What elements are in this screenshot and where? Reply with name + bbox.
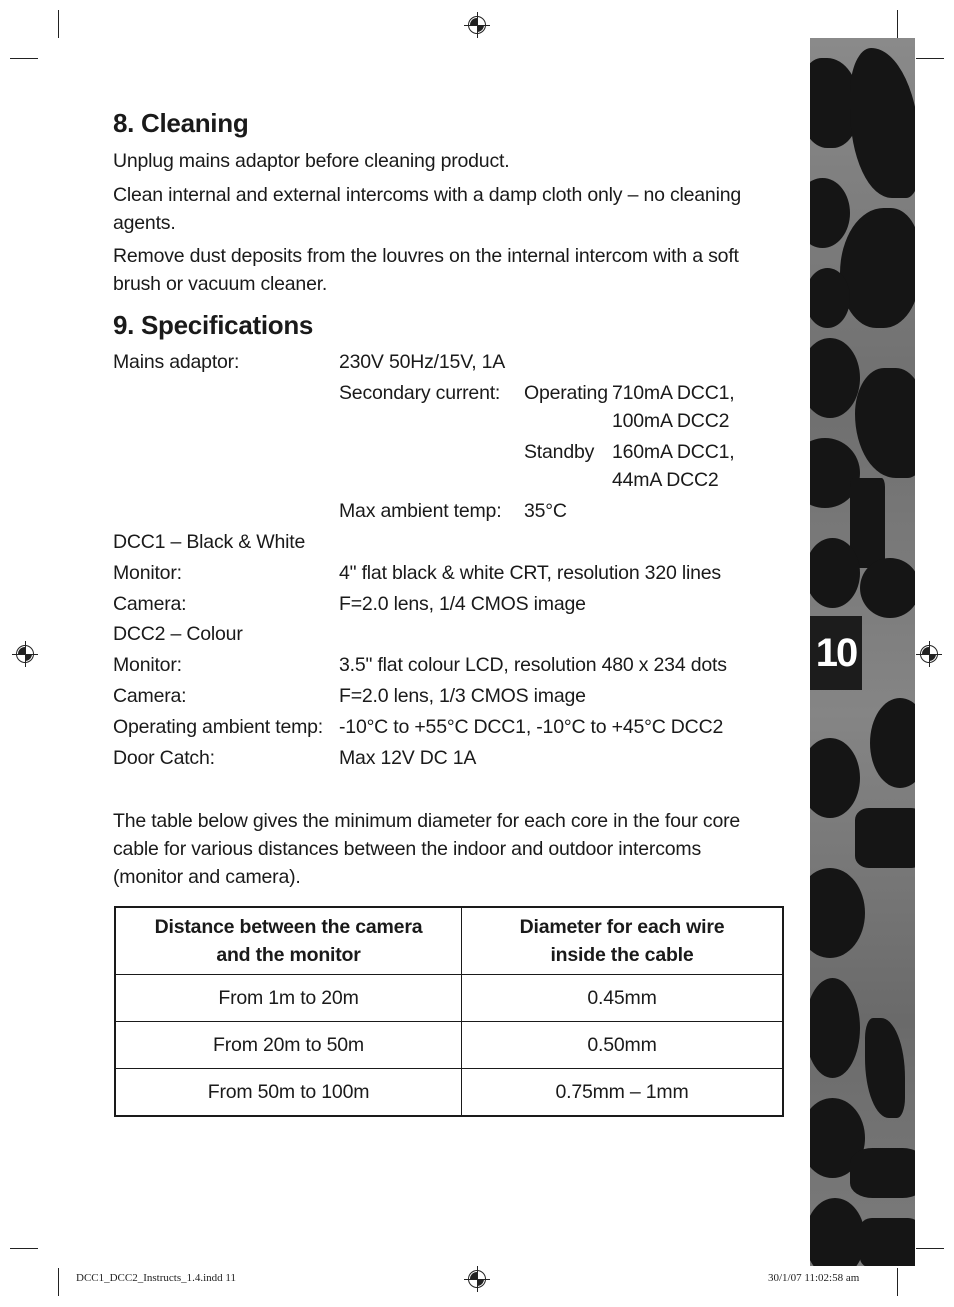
spec-label-dcc2-monitor: Monitor: [113,654,182,676]
table-cell-diameter: 0.50mm [462,1022,784,1069]
cable-diameter-table [114,906,784,1117]
decorative-shape [810,978,860,1078]
spec-value-dcc2-monitor: 3.5" flat colour LCD, resolution 480 x 234 dots [339,654,727,676]
table-header-diameter [462,907,784,975]
cleaning-paragraph: Remove dust deposits from the louvres on the internal intercom with a soft brush or vacuum cleaner. [113,245,739,295]
table-row [115,1069,783,1117]
registration-mark-icon [920,645,938,663]
table-header-row [115,907,783,975]
specifications-heading: 9. Specifications [113,310,314,340]
crop-mark [897,10,898,38]
spec-value-operating-ambient: -10°C to +55°C DCC1, -10°C to +45°C DCC2 [339,716,724,738]
spec-value-standby: 160mA DCC1, [612,441,735,463]
spec-value-dcc1-camera: F=2.0 lens, 1/4 CMOS image [339,593,586,615]
table-header-text: Diameter for each wire [519,916,725,938]
spec-value-standby: 44mA DCC2 [612,469,719,491]
spec-title-dcc2: DCC2 – Colour [113,623,243,645]
spec-value-operating: 710mA DCC1, [612,382,735,404]
table-header-text: and the monitor [216,944,361,966]
spec-label-operating-ambient: Operating ambient temp: [113,716,324,738]
spec-value-dcc2-camera: F=2.0 lens, 1/3 CMOS image [339,685,586,707]
registration-mark-icon [468,16,486,34]
registration-mark-icon [468,1270,486,1288]
footer-file-info: DCC1_DCC2_Instructs_1.4.indd 11 [76,1272,237,1284]
crop-mark [10,1248,38,1249]
spec-label-dcc1-camera: Camera: [113,593,187,615]
decorative-shape [810,1198,865,1266]
cleaning-heading: 8. Cleaning [113,108,249,138]
crop-mark [10,58,38,59]
table-intro-paragraph: The table below gives the minimum diameter for each core in the four core cable for various distances between the indoor and outdoor intercoms (monitor and camera). [113,810,741,888]
table-row [115,975,783,1022]
spec-label-dcc1-monitor: Monitor: [113,562,182,584]
spec-title-dcc1: DCC1 – Black & White [113,531,306,553]
spec-label-door-catch: Door Catch: [113,747,215,769]
decorative-shape [865,1018,905,1118]
crop-mark [916,58,944,59]
table-cell-distance: From 20m to 50m [115,1022,462,1069]
registration-mark-icon [16,645,34,663]
decorative-shape [810,538,860,608]
spec-value-mains: 230V 50Hz/15V, 1A [339,351,506,373]
spec-value-dcc1-monitor: 4" flat black & white CRT, resolution 320 lines [339,562,721,584]
decorative-shape [850,48,915,198]
decorative-shape [860,1218,915,1266]
spec-label-mains: Mains adaptor: [113,351,240,373]
decorative-shape [810,268,850,328]
cleaning-paragraph: Unplug mains adaptor before cleaning product. [113,150,510,172]
table-header-text: Distance between the camera [154,916,423,938]
decorative-shape [860,558,915,618]
crop-mark [58,1268,59,1296]
spec-value-operating: 100mA DCC2 [612,410,730,432]
decorative-shape [855,368,915,478]
decorative-shape [810,738,860,818]
decorative-shape [840,208,915,328]
spec-label-max-ambient: Max ambient temp: [339,500,502,522]
table-header-distance [115,907,462,975]
footer-timestamp: 30/1/07 11:02:58 am [768,1272,860,1284]
cleaning-paragraph: Clean internal and external intercoms with a damp cloth only – no cleaning agents. [113,184,741,234]
crop-mark [897,1268,898,1296]
table-cell-diameter: 0.45mm [462,975,784,1022]
crop-mark [916,1248,944,1249]
decorative-shape [810,178,850,248]
decorative-shape [855,808,915,868]
crop-mark [58,10,59,38]
chapter-tab-page-number: 10 [810,616,862,690]
table-header-text: inside the cable [550,944,694,966]
decorative-shape [810,338,860,418]
spec-value-door-catch: Max 12V DC 1A [339,747,477,769]
decorative-shape [870,698,915,788]
table-cell-distance: From 50m to 100m [115,1069,462,1117]
spec-value-max-ambient: 35°C [524,500,567,522]
spec-label-dcc2-camera: Camera: [113,685,187,707]
table-cell-distance: From 1m to 20m [115,975,462,1022]
table-row [115,1022,783,1069]
spec-label-standby: Standby [524,441,595,463]
spec-label-secondary-current: Secondary current: [339,382,501,404]
table-cell-diameter: 0.75mm – 1mm [462,1069,784,1117]
decorative-shape [810,868,865,958]
decorative-shape [850,1148,915,1198]
spec-label-operating: Operating [524,382,608,404]
